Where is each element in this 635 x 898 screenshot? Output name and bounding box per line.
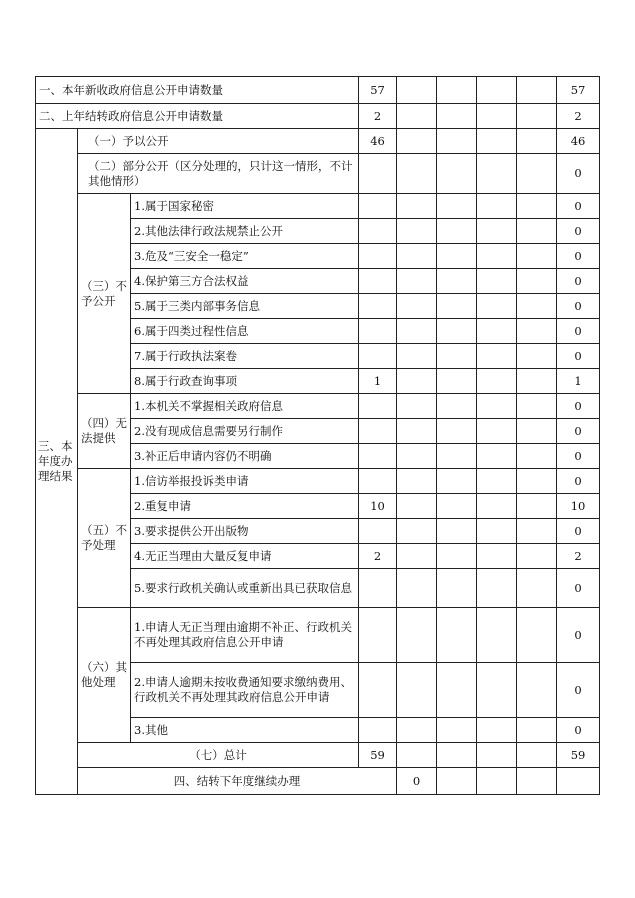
group-label: （六）其他处理 xyxy=(78,608,131,743)
cell-value xyxy=(359,269,397,294)
item-label: 3.要求提供公开出版物 xyxy=(131,519,359,544)
cell-empty xyxy=(437,129,477,154)
item-label: 3.补正后申请内容仍不明确 xyxy=(131,444,359,469)
table-row xyxy=(36,77,600,104)
cell-total: 0 xyxy=(557,519,600,544)
table-row xyxy=(36,154,600,194)
cell-value: 46 xyxy=(359,129,397,154)
item-label: 1.属于国家秘密 xyxy=(131,194,359,219)
cell-total: 0 xyxy=(557,608,600,663)
cell-empty xyxy=(397,129,437,154)
statistics-table xyxy=(35,76,600,795)
cell-empty xyxy=(517,104,557,129)
cell-empty xyxy=(359,154,397,194)
group-label: （四）无法提供 xyxy=(78,394,131,469)
cell-total: 0 xyxy=(557,154,600,194)
item-label: 8.属于行政查询事项 xyxy=(131,369,359,394)
cell-empty xyxy=(397,154,437,194)
cell-value: 10 xyxy=(359,494,397,519)
cell-empty xyxy=(397,104,437,129)
cell-total: 46 xyxy=(557,129,600,154)
table-row xyxy=(36,768,600,795)
cell-empty xyxy=(517,129,557,154)
cell-total: 0 xyxy=(557,219,600,244)
item-label: 2.申请人逾期未按收费通知要求缴纳费用、行政机关不再处理其政府信息公开申请 xyxy=(131,663,359,718)
table-row xyxy=(36,394,600,419)
item-label: 4.保护第三方合法权益 xyxy=(131,269,359,294)
cell-total: 10 xyxy=(557,494,600,519)
group-label: （三）不予公开 xyxy=(78,194,131,394)
table-row xyxy=(36,194,600,219)
group-label: （五）不予处理 xyxy=(78,469,131,608)
cell-value: 2 xyxy=(359,104,397,129)
cell-value xyxy=(359,319,397,344)
cell-total: 59 xyxy=(557,743,600,768)
cell-empty xyxy=(397,77,437,104)
item-label: 1.信访举报投诉类申请 xyxy=(131,469,359,494)
cell-value xyxy=(359,194,397,219)
item-label: 5.属于三类内部事务信息 xyxy=(131,294,359,319)
row-label: 一、本年新收政府信息公开申请数量 xyxy=(36,77,359,104)
cell-empty xyxy=(517,154,557,194)
item-label: 2.重复申请 xyxy=(131,494,359,519)
table-row xyxy=(36,129,600,154)
cell-total: 0 xyxy=(557,319,600,344)
item-label: 3.其他 xyxy=(131,718,359,743)
cell-total: 0 xyxy=(557,569,600,608)
cell-empty xyxy=(437,154,477,194)
item-label: 7.属于行政执法案卷 xyxy=(131,344,359,369)
cell-value: 0 xyxy=(397,768,437,795)
cell-value xyxy=(359,569,397,608)
item-label: 2.没有现成信息需要另行制作 xyxy=(131,419,359,444)
item-label: 1.本机关不掌握相关政府信息 xyxy=(131,394,359,419)
cell-value: 2 xyxy=(359,544,397,569)
cell-total: 2 xyxy=(557,544,600,569)
cell-empty xyxy=(477,104,517,129)
item-label: 6.属于四类过程性信息 xyxy=(131,319,359,344)
cell-value xyxy=(359,469,397,494)
cell-value xyxy=(359,344,397,369)
cell-value: 1 xyxy=(359,369,397,394)
row-label: 四、结转下年度继续办理 xyxy=(78,768,397,795)
cell-total: 0 xyxy=(557,663,600,718)
cell-value: 57 xyxy=(359,77,397,104)
cell-total: 0 xyxy=(557,444,600,469)
cell-total: 0 xyxy=(557,419,600,444)
cell-total: 2 xyxy=(557,104,600,129)
item-label: 1.申请人无正当理由逾期不补正、行政机关不再处理其政府信息公开申请 xyxy=(131,608,359,663)
cell-total: 1 xyxy=(557,369,600,394)
cell-empty xyxy=(517,77,557,104)
cell-total: 0 xyxy=(557,344,600,369)
cell-empty xyxy=(477,129,517,154)
cell-total: 57 xyxy=(557,77,600,104)
row-label: （七）总计 xyxy=(78,743,359,768)
row-label: （一）予以公开 xyxy=(78,129,359,154)
cell-empty xyxy=(477,154,517,194)
cell-value xyxy=(359,519,397,544)
cell-total: 0 xyxy=(557,294,600,319)
table-row xyxy=(36,743,600,768)
cell-total: 0 xyxy=(557,469,600,494)
cell-value: 59 xyxy=(359,743,397,768)
item-label: 3.危及“三安全一稳定” xyxy=(131,244,359,269)
row-label: （二）部分公开（区分处理的，只计这一情形，不计其他情形） xyxy=(78,154,359,194)
cell-empty xyxy=(437,77,477,104)
cell-value xyxy=(359,244,397,269)
cell-empty xyxy=(437,104,477,129)
cell-total: 0 xyxy=(557,244,600,269)
row-label: 二、上年结转政府信息公开申请数量 xyxy=(36,104,359,129)
cell-empty xyxy=(477,77,517,104)
table-row xyxy=(36,104,600,129)
cell-total: 0 xyxy=(557,718,600,743)
section-label: 三、本年度办理结果 xyxy=(36,129,78,795)
cell-total: 0 xyxy=(557,194,600,219)
item-label: 2.其他法律行政法规禁止公开 xyxy=(131,219,359,244)
cell-value xyxy=(359,294,397,319)
item-label: 5.要求行政机关确认或重新出具已获取信息 xyxy=(131,569,359,608)
cell-value xyxy=(359,219,397,244)
cell-total: 0 xyxy=(557,394,600,419)
cell-total: 0 xyxy=(557,269,600,294)
table-row xyxy=(36,608,600,663)
table-row xyxy=(36,469,600,494)
item-label: 4.无正当理由大量反复申请 xyxy=(131,544,359,569)
